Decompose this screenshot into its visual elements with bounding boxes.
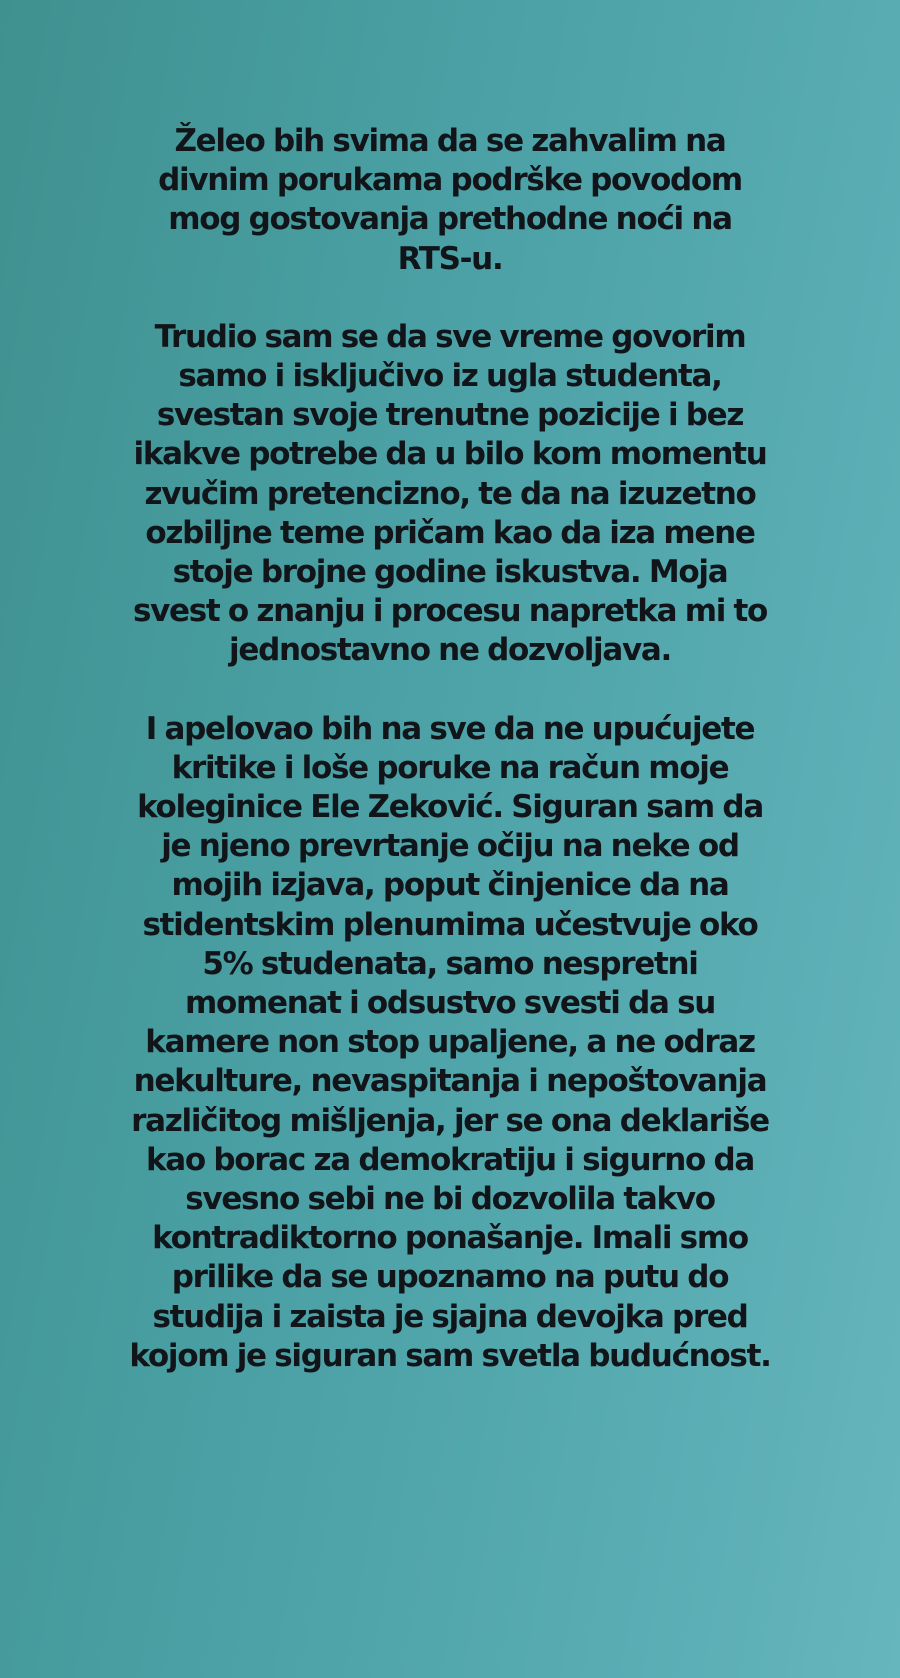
text-line: svesno sebi ne bi dozvolila takvo: [185, 1181, 715, 1218]
text-line: Trudio sam se da sve vreme govorim: [154, 318, 746, 355]
text-line: kamere non stop upaljene, a ne odraz: [145, 1024, 755, 1061]
text-line: različitog mišljenja, jer se ona deklariše: [131, 1102, 769, 1139]
text-line: kritike i loše poruke na račun moje: [171, 749, 729, 786]
paragraph-student-perspective: [0, 318, 900, 671]
text-line: ozbiljne teme pričam kao da iza mene: [145, 514, 755, 551]
text-line: ikakve potrebe da u bilo kom momentu: [133, 436, 767, 473]
text-line: mog gostovanja prethodne noći na: [168, 201, 732, 238]
paragraph-spacer: [0, 671, 900, 710]
text-line: nekulture, nevaspitanja i nepoštovanja: [133, 1063, 767, 1100]
text-line: kao borac za demokratiju i sigurno da: [145, 1141, 755, 1178]
paragraph-thanks: [0, 122, 900, 279]
text-line: prilike da se upoznamo na putu do: [171, 1259, 729, 1296]
text-line: I apelovao bih na sve da ne upućujete: [145, 710, 755, 747]
text-line: koleginice Ele Zeković. Siguran sam da: [137, 789, 763, 826]
text-line: stoje brojne godine iskustva. Moja: [172, 554, 728, 591]
story-text: [0, 122, 900, 1376]
text-line: je njeno prevrtanje očiju na neke od: [161, 828, 739, 865]
text-line: stidentskim plenumima učestvuje oko: [142, 906, 758, 943]
text-line: RTS-u.: [397, 240, 503, 277]
text-line: jednostavno ne dozvoljava.: [229, 632, 671, 669]
text-line: samo i isključivo iz ugla studenta,: [178, 358, 722, 395]
paragraph-appeal: [0, 710, 900, 1376]
text-line: Želeo bih svima da se zahvalim na: [174, 123, 726, 159]
text-line: divnim porukama podrške povodom: [158, 162, 742, 199]
text-line: studija i zaista je sjajna devojka pred: [152, 1298, 748, 1335]
text-line: kontradiktorno ponašanje. Imali smo: [152, 1220, 748, 1257]
text-line: svestan svoje trenutne pozicije i bez: [156, 397, 744, 434]
text-line: zvučim pretencizno, te da na izuzetno: [144, 475, 756, 512]
text-line: kojom je siguran sam svetla budućnost.: [129, 1337, 771, 1374]
paragraph-spacer: [0, 279, 900, 318]
text-line: svest o znanju i procesu napretka mi to: [132, 593, 768, 630]
text-line: momenat i odsustvo svesti da su: [184, 985, 716, 1022]
text-line: mojih izjava, poput činjenice da na: [171, 867, 729, 904]
text-line: 5% studenata, samo nespretni: [202, 945, 698, 982]
